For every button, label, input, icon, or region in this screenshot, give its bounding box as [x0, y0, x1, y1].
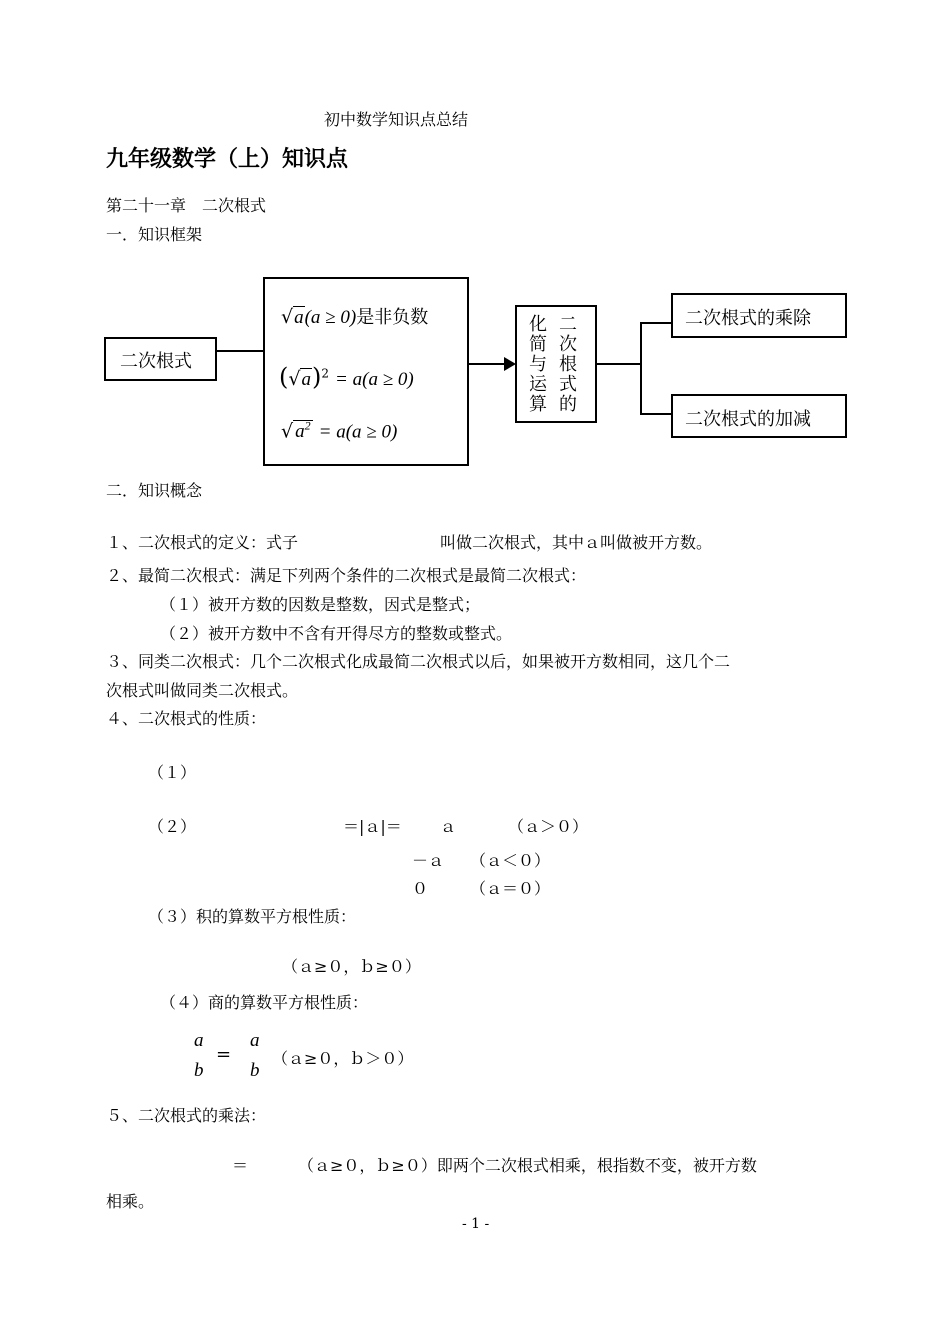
property-3-condition: （ａ≥０，ｂ≥０） [282, 957, 421, 976]
definition-start: １、二次根式的定义：式子 [106, 533, 299, 552]
case-1-value: ａ [440, 817, 457, 836]
similar-line-1: ３、同类二次根式：几个二次根式化成最简二次根式以后，如果被开方数相同，这几个二 [106, 652, 731, 671]
simplest-condition-2: （２）被开方数中不含有开得尽方的整数或整式。 [160, 624, 513, 643]
case-3-value: ０ [412, 879, 429, 898]
page-number: - 1 - [462, 1216, 490, 1232]
connector-bottom [640, 413, 673, 415]
fraction-right-numerator: a [250, 1030, 260, 1051]
case-1-condition: （ａ＞０） [508, 817, 589, 836]
formula-3: √ $a^2 = a(a \ge 0)$ [281, 419, 398, 443]
page-title: 九年级数学（上）知识点 [106, 146, 349, 172]
fraction-equals: = [216, 1044, 232, 1065]
similar-line-2: 次根式叫做同类二次根式。 [106, 681, 299, 700]
box-add-subtract: 二次根式的加减 [671, 394, 847, 438]
box-simplify: 化简与运算 二次根式的 [515, 305, 597, 423]
connector-vertical [640, 322, 642, 415]
chapter-title: 第二十一章 二次根式 [106, 196, 267, 215]
section-concepts: 二．知识概念 [106, 481, 203, 500]
fraction-right-denominator: b [250, 1060, 260, 1081]
properties-title: ４、二次根式的性质： [106, 709, 267, 728]
fraction-left-denominator: b [194, 1060, 204, 1081]
property-1-label: （１） [148, 763, 197, 782]
case-3-condition: （ａ＝０） [470, 879, 551, 898]
property-2-eq: ＝|ａ|＝ [343, 817, 402, 836]
multiplication-eq: ＝ [232, 1156, 249, 1175]
formula-1: √a(a ≥ 0)是非负数 [281, 306, 429, 328]
multiplication-title: ５、二次根式的乘法： [106, 1106, 267, 1125]
fraction-left-numerator: a [194, 1030, 204, 1051]
property-4-condition: （ａ≥０，ｂ＞０） [272, 1049, 414, 1068]
multiplication-rule: （ａ≥０，ｂ≥０）即两个二次根式相乘，根指数不变，被开方数 [298, 1156, 757, 1175]
connector-arrow-line [469, 363, 507, 365]
page-header: 初中数学知识点总结 [324, 110, 469, 129]
box-radical: 二次根式 [104, 337, 217, 381]
case-2-value: －ａ [412, 851, 445, 870]
multiplication-rule-end: 相乘。 [106, 1192, 155, 1211]
simplest-condition-1: （１）被开方数的因数是整数，因式是整式； [160, 595, 481, 614]
definition-end: 叫做二次根式，其中ａ叫做被开方数。 [440, 533, 713, 552]
connector-left [217, 350, 264, 352]
connector-branch [597, 363, 641, 365]
box-formulas [263, 277, 469, 466]
formula-2: $(√a)^2 = a(a \ge 0)$ [279, 363, 414, 391]
simplest-title: ２、最简二次根式：满足下列两个条件的二次根式是最简二次根式： [106, 566, 587, 585]
section-framework: 一．知识框架 [106, 225, 203, 244]
case-2-condition: （ａ＜０） [470, 851, 551, 870]
connector-top [640, 322, 673, 324]
property-3-label: （３）积的算数平方根性质： [148, 907, 357, 926]
property-2-label: （２） [148, 817, 197, 836]
box-multiply-divide: 二次根式的乘除 [671, 293, 847, 338]
property-4-label: （４）商的算数平方根性质： [160, 993, 369, 1012]
